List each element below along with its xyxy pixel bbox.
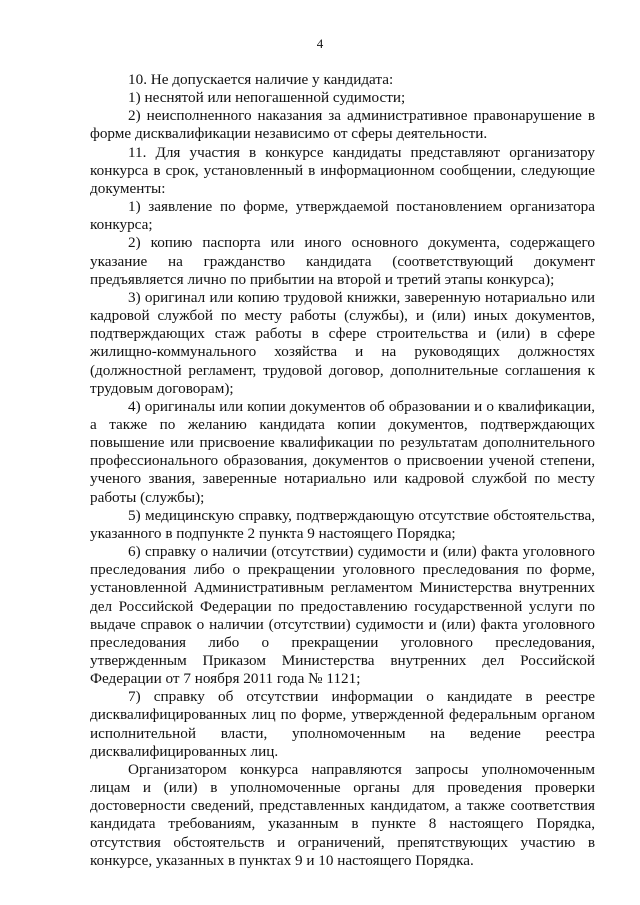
paragraph-item-11-3: 3) оригинал или копию трудовой книжки, заверенную нотариально или кадровой службой по месту работы (службы), и (или) иных документов, подтверждающих стаж работы в сфере строительства и (или) в сфере жилищно-коммунального хозяйства и на руководящих должностях (должностной регламент, трудовой договор, дополнительные соглашения к трудовым договорам); [90, 288, 595, 397]
paragraph-item-11-2: 2) копию паспорта или иного основного документа, содержащего указание на гражданство кандидата (соответствующий документ предъявляется лично по прибытии на второй и третий этапы конкурса); [90, 234, 595, 288]
paragraph-item-10-heading: 10. Не допускается наличие у кандидата: [128, 71, 394, 88]
page-number: 4 [316, 36, 324, 51]
paragraph-item-10-1: 1) неснятой или непогашенной судимости; [128, 89, 406, 107]
paragraph-item-11-7: 7) справку об отсутствии информации о кандидате в реестре дисквалифицированных лиц по форме, утвержденной федеральным органом исполнительной власти, уполномоченным на ведение реестра дисквалифицированных лиц. [90, 688, 595, 760]
paragraph-organizer-requests: Организатором конкурса направляются запросы уполномоченным лицам и (или) в уполномоченные органы для проведения проверки достоверности сведений, представленных кандидатом, а также соответствия кандидата требованиям, указанным в пункте 8 настоящего Порядка, отсутствия обстоятельств и ограничений, препятствующих участию в конкурсе, указанных в пунктах 9 и 10 настоящего Порядка. [90, 760, 595, 869]
paragraph-item-11-5: 5) медицинскую справку, подтверждающую отсутствие обстоятельства, указанного в подпункте 2 пункта 9 настоящего Порядка; [90, 506, 595, 542]
paragraph-item-10-2: 2) неисполненного наказания за административное правонарушение в форме дисквалификации независимо от сферы деятельности. [90, 107, 595, 143]
paragraph-item-11-6: 6) справку о наличии (отсутствии) судимости и (или) факта уголовного преследования либо о прекращении уголовного преследования по форме, установленной Административным регламентом Министерства внутренних дел Российской Федерации по предоставлению государственной услуги по выдаче справок о наличии (отсутствии) судимости и (или) факта уголовного преследования либо о прекращении уголовного преследования, утвержденным Приказом Министерства внутренних дел Российской Федерации от 7 ноября 2011 года № 1121; [90, 543, 595, 688]
document-body [90, 71, 595, 870]
paragraph-item-11-1: 1) заявление по форме, утверждаемой постановлением организатора конкурса; [90, 198, 595, 234]
paragraph-item-11-4: 4) оригиналы или копии документов об образовании и о квалификации, а также по желанию кандидата копии документов, подтверждающих повышение или присвоение квалификации по результатам дополнительного профессионального образования, документов о присвоении ученой степени, ученого звания, заверенные нотариально или кадровой службой по месту работы (службы); [90, 397, 595, 506]
paragraph-item-11-heading: 11. Для участия в конкурсе кандидаты представляют организатору конкурса в срок, установленный в информационном сообщении, следующие документы: [90, 143, 595, 197]
